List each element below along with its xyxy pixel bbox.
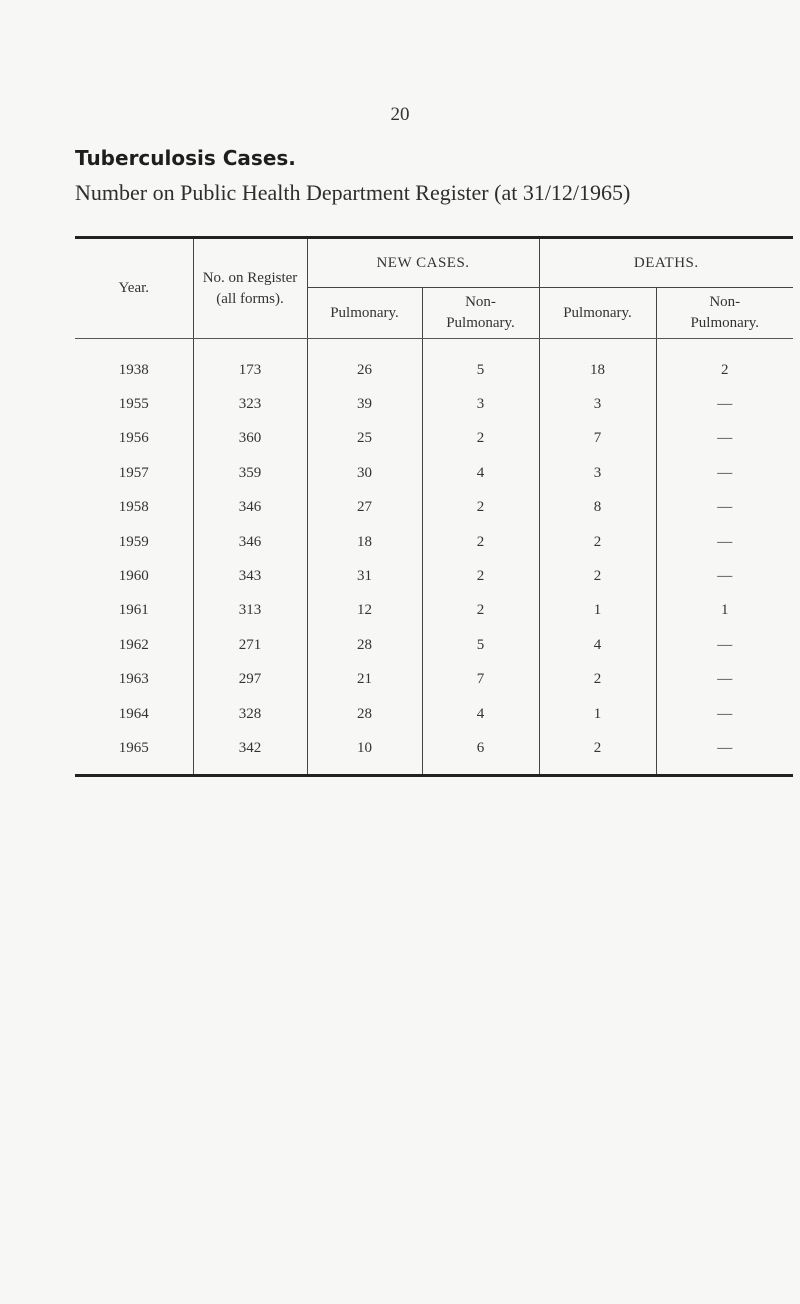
header-deaths: DEATHS. [539,238,793,288]
header-deaths-non-pulmonary [656,288,793,339]
cell-deaths-pulmonary: 3 [539,387,656,421]
cell-year: 1957 [75,456,193,490]
cell-new-pulmonary: 28 [307,697,422,731]
cell-year: 1962 [75,628,193,662]
cell-new-pulmonary: 12 [307,594,422,628]
table-row [75,663,793,697]
header-new-non-pulmonary-label: Non-Pulmonary. [446,294,515,331]
cell-register: 342 [193,731,307,775]
cell-year: 1956 [75,422,193,456]
tuberculosis-table-container [75,236,793,777]
cell-deaths-non-pulmonary: — [717,464,733,481]
cell-deaths-pulmonary: 2 [539,731,656,775]
cell-new-non-pulmonary: 2 [422,491,539,525]
cell-new-pulmonary: 21 [307,663,422,697]
cell-deaths-pulmonary: 8 [539,491,656,525]
header-deaths-non-pulmonary-label: Non-Pulmonary. [690,294,760,331]
cell-register: 360 [193,422,307,456]
cell-new-pulmonary: 39 [307,387,422,421]
cell-deaths-pulmonary: 2 [539,559,656,593]
header-new-pulmonary: Pulmonary. [307,288,422,339]
cell-register: 346 [193,491,307,525]
cell-new-pulmonary: 27 [307,491,422,525]
cell-register: 173 [193,339,307,388]
cell-register: 346 [193,525,307,559]
cell-deaths-pulmonary: 7 [539,422,656,456]
cell-deaths-non-pulmonary: — [717,499,733,516]
cell-new-non-pulmonary: 4 [422,456,539,490]
cell-deaths-non-pulmonary: — [717,533,733,550]
table-row [75,731,793,775]
cell-register: 343 [193,559,307,593]
cell-new-non-pulmonary: 7 [422,663,539,697]
table-row [75,594,793,628]
cell-register: 271 [193,628,307,662]
cell-deaths-pulmonary: 2 [539,663,656,697]
cell-new-pulmonary: 25 [307,422,422,456]
cell-year: 1965 [75,731,193,775]
table-header [75,238,793,339]
table-row [75,456,793,490]
cell-deaths-non-pulmonary: — [717,671,733,688]
cell-deaths-pulmonary: 1 [539,697,656,731]
cell-register: 297 [193,663,307,697]
cell-deaths-non-pulmonary: — [717,430,733,447]
cell-year: 1963 [75,663,193,697]
cell-new-non-pulmonary: 3 [422,387,539,421]
header-new-non-pulmonary [422,288,539,339]
table-row [75,387,793,421]
cell-year: 1938 [75,339,193,388]
cell-deaths-pulmonary: 4 [539,628,656,662]
cell-register: 323 [193,387,307,421]
cell-new-non-pulmonary: 5 [422,628,539,662]
table-row [75,339,793,388]
cell-new-non-pulmonary: 2 [422,594,539,628]
cell-new-non-pulmonary: 2 [422,559,539,593]
table-row [75,697,793,731]
cell-new-pulmonary: 30 [307,456,422,490]
cell-deaths-pulmonary: 18 [539,339,656,388]
cell-year: 1958 [75,491,193,525]
table-row [75,628,793,662]
cell-deaths-non-pulmonary: — [717,636,733,653]
cell-year: 1964 [75,697,193,731]
cell-new-pulmonary: 18 [307,525,422,559]
table-row [75,422,793,456]
cell-deaths-pulmonary: 1 [539,594,656,628]
cell-deaths-non-pulmonary: — [717,568,733,585]
cell-new-pulmonary: 10 [307,731,422,775]
cell-new-pulmonary: 31 [307,559,422,593]
cell-new-non-pulmonary: 2 [422,422,539,456]
cell-new-non-pulmonary: 5 [422,339,539,388]
cell-deaths-pulmonary: 2 [539,525,656,559]
cell-deaths-non-pulmonary: — [717,396,733,413]
header-year: Year. [75,238,193,339]
cell-new-non-pulmonary: 2 [422,525,539,559]
tuberculosis-table [75,236,793,777]
cell-deaths-non-pulmonary: 1 [721,602,729,619]
table-body [75,339,793,776]
header-register [193,238,307,339]
table-row [75,491,793,525]
header-deaths-pulmonary: Pulmonary. [539,288,656,339]
cell-register: 359 [193,456,307,490]
cell-register: 328 [193,697,307,731]
cell-deaths-pulmonary: 3 [539,456,656,490]
table-row [75,559,793,593]
cell-new-non-pulmonary: 4 [422,697,539,731]
cell-year: 1955 [75,387,193,421]
cell-new-non-pulmonary: 6 [422,731,539,775]
cell-deaths-non-pulmonary: — [656,731,793,775]
cell-year: 1961 [75,594,193,628]
cell-deaths-non-pulmonary: — [717,705,733,722]
cell-year: 1960 [75,559,193,593]
cell-year: 1959 [75,525,193,559]
header-new-cases: NEW CASES. [307,238,539,288]
cell-register: 313 [193,594,307,628]
table-caption: Number on Public Health Department Register (at 31/12/1965) [75,180,631,205]
cell-new-pulmonary: 28 [307,628,422,662]
page-title: Tuberculosis Cases. [75,146,296,170]
table-row [75,525,793,559]
header-register-label: No. on Register (all forms). [202,269,298,307]
cell-deaths-non-pulmonary: 2 [721,361,729,378]
cell-new-pulmonary: 26 [307,339,422,388]
page-number: 20 [390,104,410,125]
